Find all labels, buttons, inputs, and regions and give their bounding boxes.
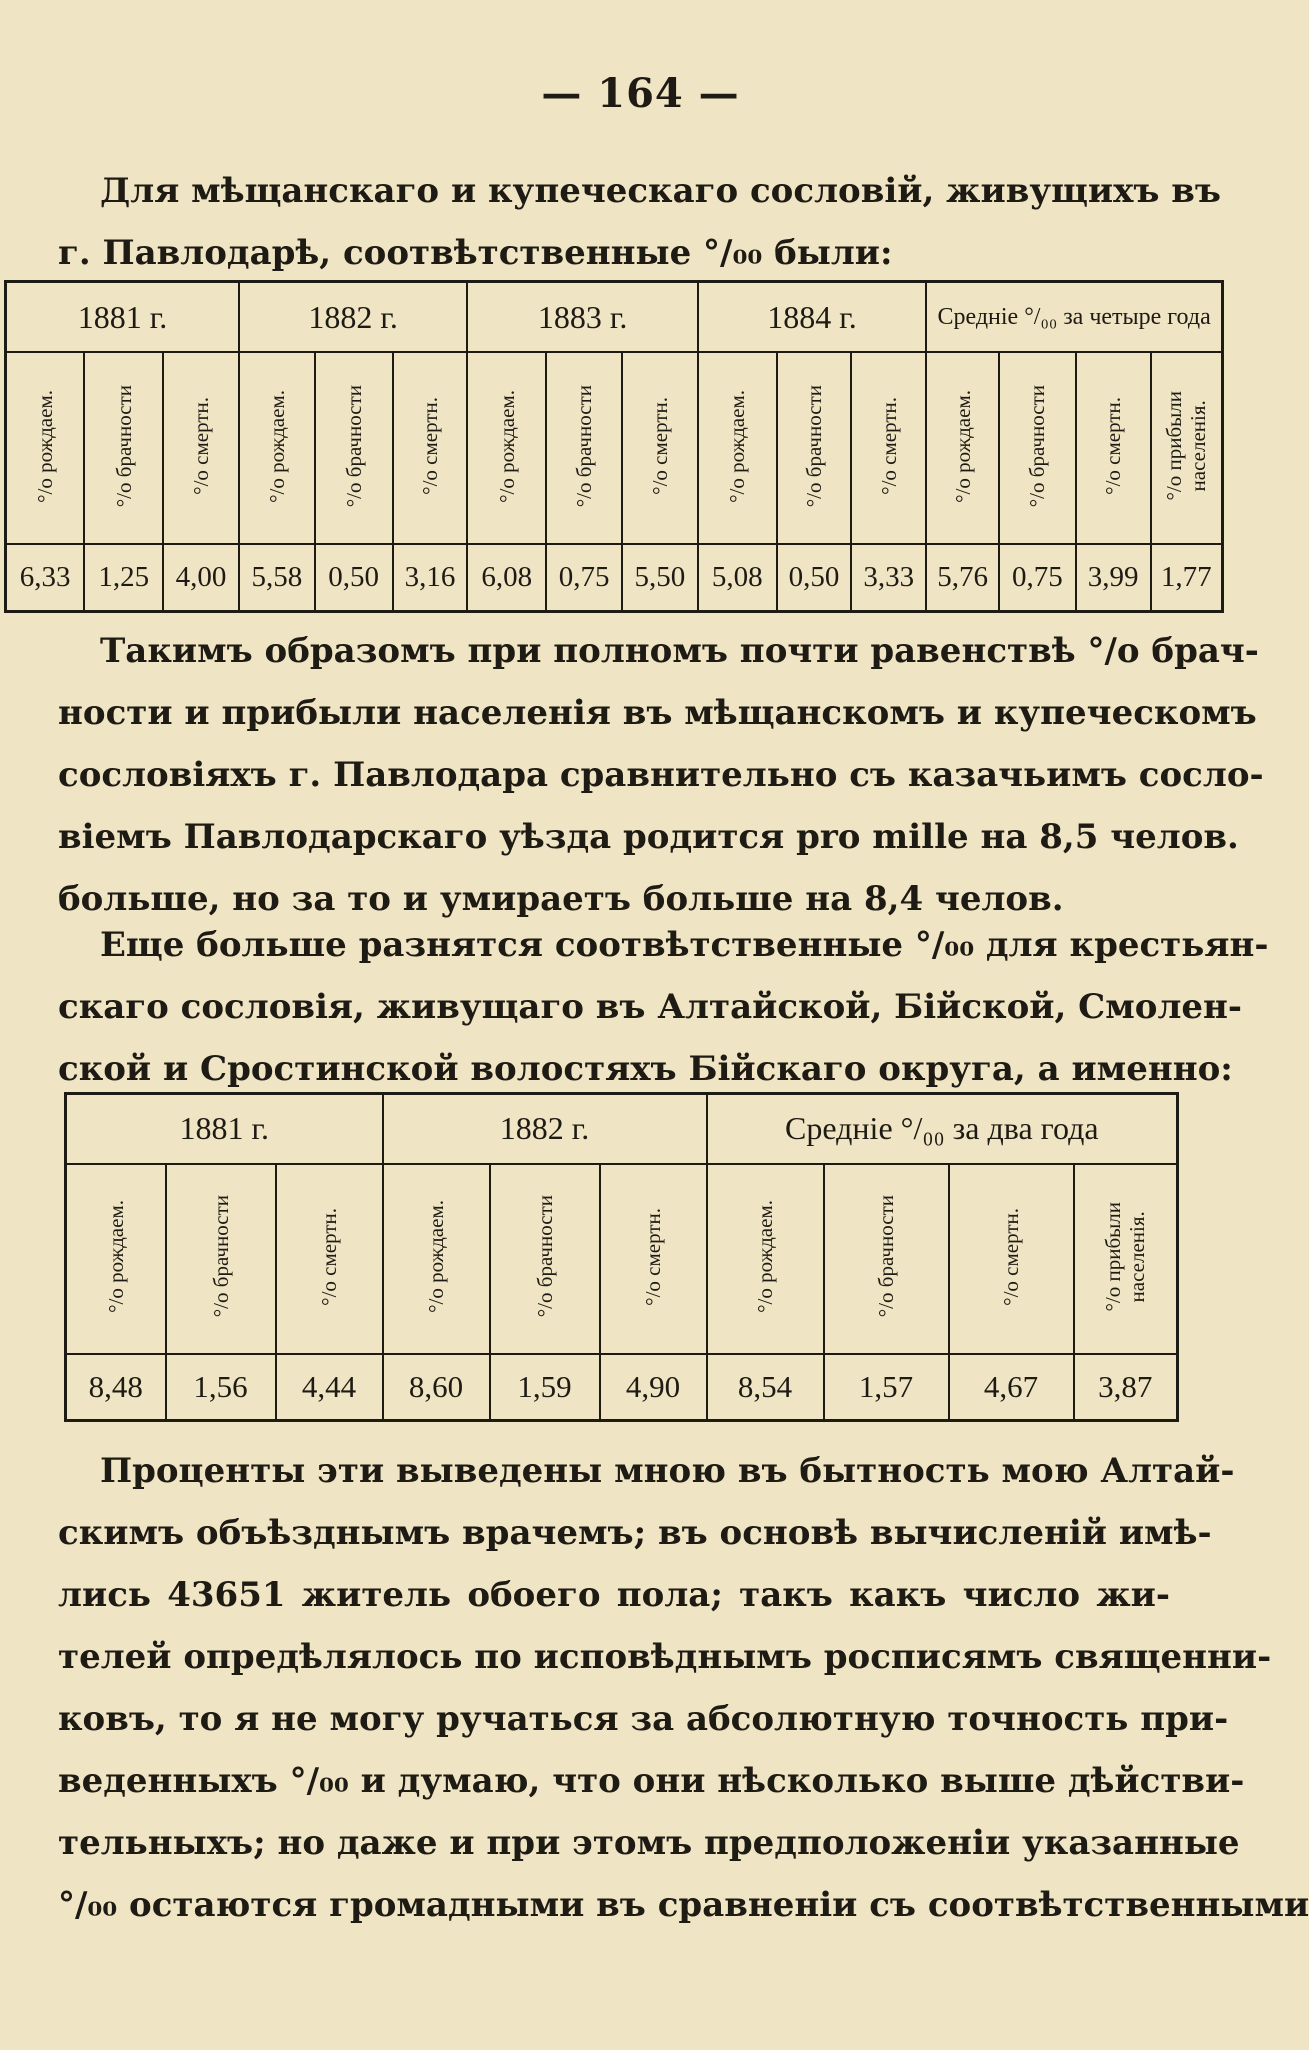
column-header: °/о брачности: [824, 1164, 949, 1354]
text-line: г. Павлодарѣ, соотвѣтственные °/₀₀ были:: [58, 233, 893, 273]
column-header: °/о брачности: [490, 1164, 600, 1354]
text-line: ности и прибыли населенія въ мѣщанскомъ и купеческомъ: [58, 693, 1257, 733]
table-cell: 4,67: [949, 1354, 1074, 1421]
table-cell: 4,90: [600, 1354, 707, 1421]
column-header: °/о рождаем.: [6, 352, 85, 544]
table-cell: 3,33: [851, 544, 926, 612]
text-line: Еще больше разнятся соотвѣтственные °/₀₀ для крестьян-: [100, 925, 1269, 965]
table-cell: 8,54: [707, 1354, 824, 1421]
table-cell: 4,44: [276, 1354, 383, 1421]
group-header-1881: 1881 г.: [6, 282, 239, 353]
text-line: °/₀₀ остаются громадными въ сравненіи съ соотвѣтственными: [58, 1885, 1309, 1925]
table-cell: 6,08: [467, 544, 546, 612]
column-header: °/о брачности: [84, 352, 163, 544]
text-line: скимъ объѣзднымъ врачемъ; въ основѣ вычисленій имѣ-: [58, 1513, 1212, 1553]
table-cell: 3,87: [1074, 1354, 1178, 1421]
column-header: °/о смертн.: [276, 1164, 383, 1354]
table-cell: 1,77: [1151, 544, 1223, 612]
column-header: °/о рождаем.: [698, 352, 777, 544]
group-header-1884: 1884 г.: [698, 282, 926, 353]
text-line: сословіяхъ г. Павлодара сравнительно съ казачьимъ сосло-: [58, 755, 1264, 795]
group-header-1882: 1882 г.: [383, 1094, 707, 1164]
text-line: веденныхъ °/₀₀ и думаю, что они нѣсколько выше дѣйстви-: [58, 1761, 1245, 1801]
column-header: °/о рождаем.: [66, 1164, 166, 1354]
column-header: °/о брачности: [166, 1164, 276, 1354]
table-cell: 0,75: [999, 544, 1076, 612]
table-cell: 3,99: [1076, 544, 1151, 612]
paragraph-comparison: [58, 620, 1264, 930]
table-cell: 5,76: [926, 544, 999, 612]
column-header: °/о рождаем.: [707, 1164, 824, 1354]
column-header: °/о брачности: [777, 352, 852, 544]
group-header-average: Средніе °/₀₀ за два года: [707, 1094, 1178, 1164]
column-header: °/о прибыли населенія.: [1151, 352, 1223, 544]
table-cell: 0,50: [315, 544, 393, 612]
text-line: тельныхъ; но даже и при этомъ предположеніи указанные: [58, 1823, 1240, 1863]
table-cell: 1,57: [824, 1354, 949, 1421]
column-header: °/о рождаем.: [383, 1164, 490, 1354]
paragraph-method-note: [58, 1440, 1309, 1936]
table-cell: 3,16: [393, 544, 468, 612]
text-line: Такимъ образомъ при полномъ почти равенствѣ °/о брач-: [100, 631, 1259, 671]
text-line: больше, но за то и умираетъ больше на 8,4 челов.: [58, 879, 1064, 919]
text-line: Проценты эти выведены мною въ бытность мою Алтай-: [100, 1451, 1235, 1491]
table-cell: 6,33: [6, 544, 85, 612]
intro-paragraph: [58, 160, 1221, 284]
table-cell: 5,08: [698, 544, 777, 612]
column-header: °/о смертн.: [622, 352, 698, 544]
table-meshchane-kupcy: [4, 280, 1224, 613]
group-header-1883: 1883 г.: [467, 282, 697, 353]
group-header-1882: 1882 г.: [239, 282, 467, 353]
column-header: °/о брачности: [546, 352, 622, 544]
column-header: °/о смертн.: [1076, 352, 1151, 544]
table-krestiane: [64, 1092, 1179, 1422]
group-header-average: Средніе °/₀₀ за четыре года: [926, 282, 1222, 353]
text-line: ской и Сростинской волостяхъ Бійскаго округа, а именно:: [58, 1049, 1233, 1089]
text-line: телей опредѣлялось по исповѣднымъ росписямъ священни-: [58, 1637, 1272, 1677]
column-header: °/о рождаем.: [926, 352, 999, 544]
table-cell: 8,48: [66, 1354, 166, 1421]
table-cell: 0,75: [546, 544, 622, 612]
column-header: °/о брачности: [999, 352, 1076, 544]
column-header: °/о смертн.: [163, 352, 239, 544]
page-number: — 164 —: [541, 70, 740, 117]
text-line: віемъ Павлодарскаго уѣзда родится pro mille на 8,5 челов.: [58, 817, 1239, 857]
text-line: скаго сословія, живущаго въ Алтайской, Бійской, Смолен-: [58, 987, 1243, 1027]
table-cell: 4,00: [163, 544, 239, 612]
column-header: °/о смертн.: [600, 1164, 707, 1354]
text-line: Для мѣщанскаго и купеческаго сословій, живущихъ въ: [100, 171, 1221, 211]
table-row: [66, 1354, 1178, 1421]
table-cell: 1,59: [490, 1354, 600, 1421]
text-line: ковъ, то я не могу ручаться за абсолютную точность при-: [58, 1699, 1229, 1739]
column-header: °/о смертн.: [851, 352, 926, 544]
table-row: [6, 544, 1223, 612]
column-header: °/о смертн.: [949, 1164, 1074, 1354]
table-cell: 1,25: [84, 544, 163, 612]
table-cell: 5,50: [622, 544, 698, 612]
column-header: °/о смертн.: [393, 352, 468, 544]
column-header: °/о брачности: [315, 352, 393, 544]
column-header: °/о рождаем.: [239, 352, 315, 544]
table-cell: 0,50: [777, 544, 852, 612]
table-cell: 5,58: [239, 544, 315, 612]
group-header-1881: 1881 г.: [66, 1094, 383, 1164]
column-header: °/о рождаем.: [467, 352, 546, 544]
table-cell: 8,60: [383, 1354, 490, 1421]
text-line: лись 43651 житель обоего пола; такъ какъ число жи-: [58, 1575, 1170, 1615]
table-cell: 1,56: [166, 1354, 276, 1421]
paragraph-peasants: [58, 914, 1269, 1100]
column-header: °/о прибыли населенія.: [1074, 1164, 1178, 1354]
